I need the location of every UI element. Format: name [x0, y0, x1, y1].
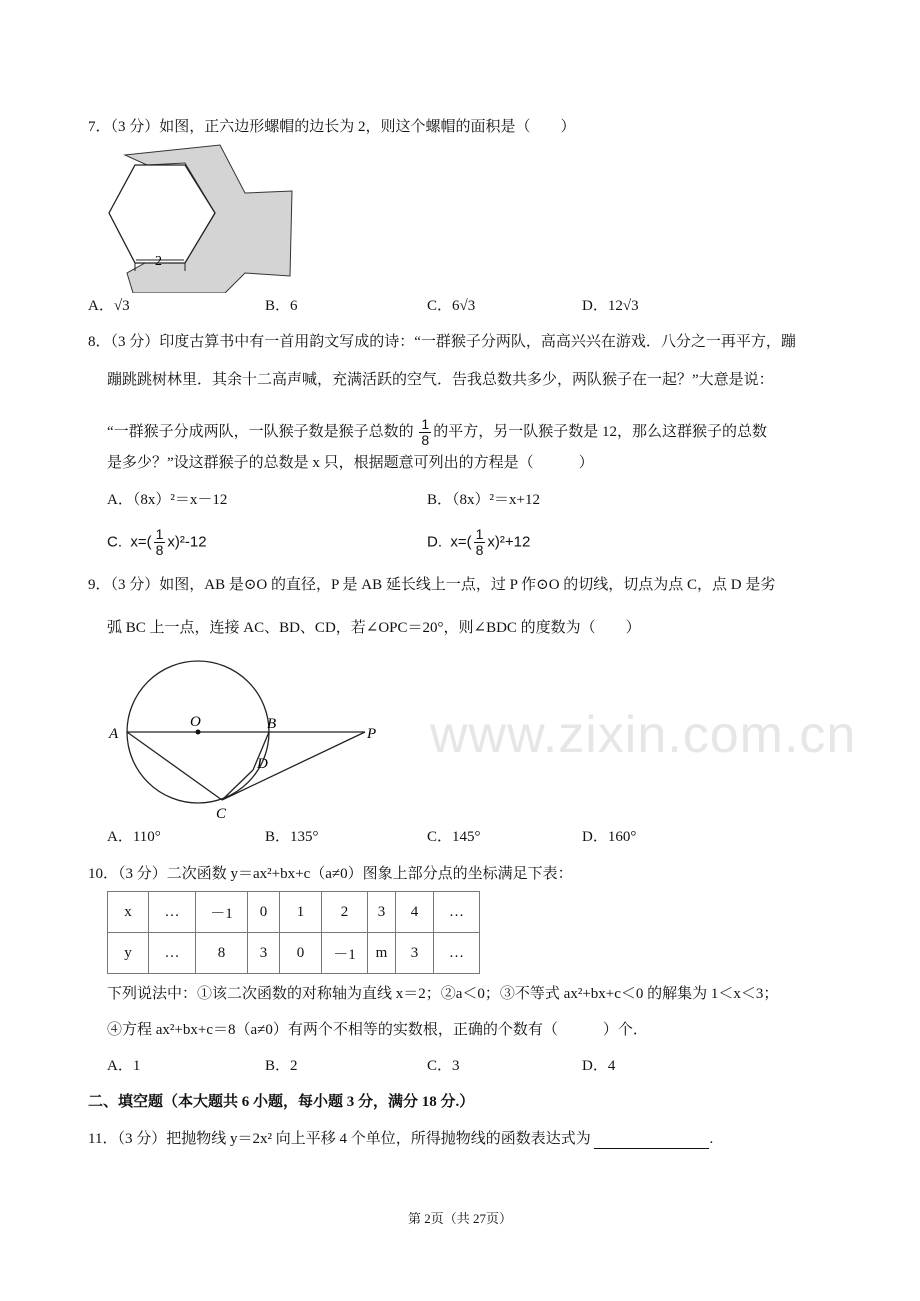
table-cell: m: [368, 933, 396, 974]
q10-value-table: [107, 891, 480, 974]
frac-num: 1: [421, 416, 430, 432]
point-o-label: O: [190, 714, 201, 730]
table-cell: 3: [396, 933, 434, 974]
table-cell: …: [434, 933, 480, 974]
table-cell: －1: [322, 933, 368, 974]
answer-blank[interactable]: [594, 1134, 709, 1149]
q10-stem: 10．（3 分）二次函数 y＝ax²+bx+c（a≠0）图象上部分点的坐标满足下表：: [88, 866, 573, 882]
q7-option-c[interactable]: C．6√3: [427, 298, 476, 314]
table-cell: …: [434, 892, 480, 933]
table-cell: 0: [280, 933, 322, 974]
table-cell: x: [108, 892, 149, 933]
table-row-y: [108, 933, 480, 974]
q10-line1: 下列说法中：①该二次函数的对称轴为直线 x＝2；②a＜0；③不等式 ax²+bx+c＜0 的解集为 1＜x＜3；: [107, 986, 779, 1002]
expr-pre: x=(: [450, 533, 472, 551]
expr-post: x)²+12: [487, 533, 531, 551]
point-c-label: C: [216, 806, 227, 820]
side-length-label: 2: [155, 254, 162, 269]
q8-line1: 8．（3 分）印度古算书中有一首用韵文写成的诗：“一群猴子分两队，高高兴兴在游戏．八分之一再平方，蹦: [88, 334, 796, 350]
q11-text: 11．（3 分）把抛物线 y＝2x² 向上平移 4 个单位，所得抛物线的函数表达式为: [88, 1131, 591, 1147]
table-row-x: [108, 892, 480, 933]
q7-option-b[interactable]: B．6: [265, 298, 298, 314]
point-a-label: A: [109, 726, 119, 742]
q7-option-d[interactable]: D．12√3: [582, 298, 639, 314]
expr-pre: x=(: [130, 533, 152, 551]
q9-circle-figure: [105, 660, 385, 820]
q8-line3a: “一群猴子分成两队，一队猴子数是猴子总数的: [107, 423, 414, 440]
frac-num: 1: [475, 526, 484, 542]
expr-post: x)²-12: [167, 533, 207, 551]
q8-line2: 蹦跳跳树林里．其余十二高声喊，充满活跃的空气．告我总数共多少，两队猴子在一起？”大意是说：: [107, 372, 774, 388]
q10-option-b[interactable]: B．2: [265, 1058, 298, 1074]
q11-stem: [88, 1129, 713, 1149]
table-cell: …: [149, 892, 196, 933]
point-p-label: P: [367, 726, 377, 742]
q10-option-a[interactable]: A．1: [107, 1058, 141, 1074]
point-b-label: B: [267, 716, 277, 732]
q8-line4: 是多少？”设这群猴子的总数是 x 只，根据题意可列出的方程是（ ）: [107, 455, 594, 471]
option-label: D.: [427, 533, 442, 551]
q7-stem: 7．（3 分）如图，正六边形螺帽的边长为 2，则这个螺帽的面积是（ ）: [88, 119, 576, 135]
section-2-heading: 二、填空题（本大题共 6 小题，每小题 3 分，满分 18 分.）: [88, 1094, 475, 1110]
q9-line1: 9．（3 分）如图，AB 是⊙O 的直径，P 是 AB 延长线上一点，过 P 作⊙O 的切线，切点为点 C，点 D 是劣: [88, 577, 776, 593]
table-cell: 8: [196, 933, 248, 974]
q10-line2: ④方程 ax²+bx+c＝8（a≠0）有两个不相等的实数根，正确的个数有（ ）个．: [107, 1022, 648, 1038]
table-cell: 2: [322, 892, 368, 933]
table-cell: …: [149, 933, 196, 974]
page-footer: 第 2页（共 27页）: [407, 1211, 512, 1226]
table-cell: 1: [280, 892, 322, 933]
q8-line3: [107, 417, 767, 448]
q9-option-b[interactable]: B．135°: [265, 829, 319, 845]
fraction-one-eighth: [419, 417, 431, 448]
table-cell: 4: [396, 892, 434, 933]
frac-den: 8: [475, 542, 484, 558]
frac-num: 1: [155, 526, 164, 542]
q10-option-c[interactable]: C．3: [427, 1058, 460, 1074]
q8-option-c[interactable]: [107, 527, 207, 558]
q7-option-a[interactable]: A．√3: [88, 298, 130, 314]
table-cell: y: [108, 933, 149, 974]
fraction: [474, 527, 486, 558]
option-label: C.: [107, 533, 122, 551]
q8-option-a[interactable]: A．（8x）²＝x－12: [107, 492, 228, 508]
q8-option-b[interactable]: B．（8x）²＝x+12: [427, 492, 540, 508]
point-d-label: D: [257, 756, 268, 772]
frac-den: 8: [155, 542, 164, 558]
q9-option-d[interactable]: D．160°: [582, 829, 637, 845]
q9-option-c[interactable]: C．145°: [427, 829, 481, 845]
q7-wrench-figure: [105, 143, 297, 293]
fraction: [154, 527, 166, 558]
q9-option-a[interactable]: A．110°: [107, 829, 161, 845]
q11-end: .: [709, 1131, 714, 1147]
frac-den: 8: [421, 432, 430, 448]
table-cell: －1: [196, 892, 248, 933]
table-cell: 0: [248, 892, 280, 933]
watermark: www.zixin.com.cn: [430, 706, 857, 764]
q8-option-d[interactable]: [427, 527, 530, 558]
table-cell: 3: [248, 933, 280, 974]
q10-option-d[interactable]: D．4: [582, 1058, 616, 1074]
table-cell: 3: [368, 892, 396, 933]
q8-line3b: 的平方，另一队猴子数是 12，那么这群猴子的总数: [433, 423, 767, 440]
q9-line2: 弧 BC 上一点，连接 AC、BD、CD，若∠OPC＝20°，则∠BDC 的度数为（ ）: [107, 620, 641, 636]
